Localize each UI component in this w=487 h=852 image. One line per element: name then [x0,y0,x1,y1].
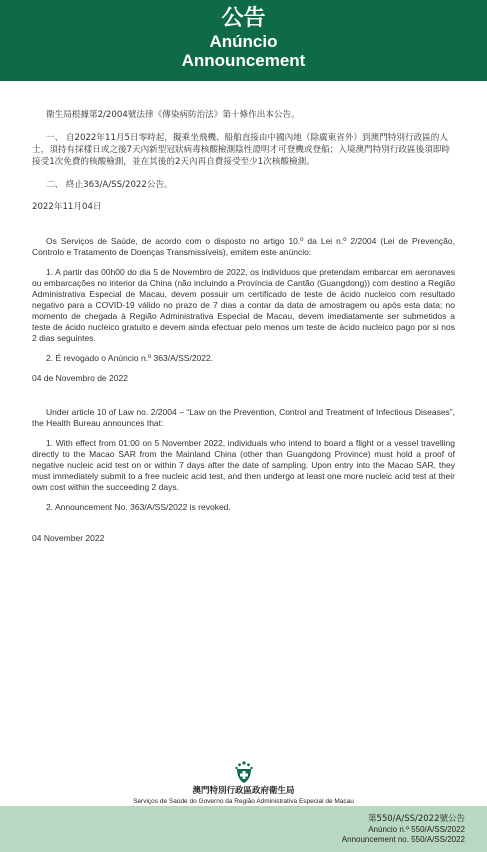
header-banner [0,0,487,81]
footer-department [0,760,487,806]
en-item-2: 2. Announcement No. 363/A/SS/2022 is revoked. [46,502,231,512]
announcement-body [32,109,455,544]
title-portuguese: Anúncio [209,32,278,51]
zh-date: 2022年11月04日 [32,202,102,212]
footer-bar [0,806,487,852]
title-chinese: 公告 [221,6,266,31]
pt-item-2: 2. É revogado o Anúncio n.º 363/A/SS/2022. [46,353,214,363]
zh-item-1: 一、 自2022年11月5日零時起，擬乘坐飛機、船舶直接由中國內地（除廣東省外）到澳門特別行政區的人士，須持有採樣日或之後7天內新型冠狀病毒核酸檢測陰性證明才可登機或登船；入境澳門特別行政區後須即時接受1次免費的核酸檢測，並在其後的2天內再自費接受至少1次核酸檢測。 [32,133,450,167]
title-english: Announcement [181,51,306,70]
pt-date: 04 de Novembro de 2022 [32,373,128,383]
zh-intro: 衛生局根據第2/2004號法律《傳染病防治法》第十條作出本公告。 [46,110,300,120]
en-intro: Under article 10 of Law no. 2/2004 – “Law on the Prevention, Control and Treatment of Infectious Diseases”, the Health Bureau announces that: [32,407,455,428]
pt-item-1: 1. A partir das 00h00 do dia 5 de Novembro de 2022, os indivíduos que pretendam embarcar em aeronaves ou embarcações no interior da China (não incluindo a Província de Cantão (Guangdong)) com destino a Região Administrativa Especial de Macau, devem possuir um certificado de teste de ácido nucleico com resultado negativo para a COVID-19 válido no prazo de 7 dias a contar da data de amostragem ou após esta data; no momento de chegada à Região Administrativa Especial de Macau, devem imediatamente ser submetidos a teste de ácido nucleico gratuito e devem ainda efectuar pelo menos um teste de ácido nucleico pago por si nos 2 dias seguintes. [32,267,455,343]
announcement-number-english: Announcement no. 550/A/SS/2022 [341,835,465,844]
en-date: 04 November 2022 [32,533,105,543]
pt-intro: Os Serviços de Saúde, de acordo com o disposto no artigo 10.º da Lei n.º 2/2004 (Lei de Prevenção, Controlo e Tratamento de Doenças Transmissíveis), emitem este anúncio: [32,236,455,257]
en-item-1: 1. With effect from 01:00 on 5 November 2022, individuals who intend to board a flight or a vessel travelling directly to the Macao SAR from the Mainland China (other than Guangdong Province) must hold a proof of negative nucleic acid test on or within 7 days after the date of sampling. Upon entry into the Macao SAR, they must immediately submit to a free nucleic acid test, and then undergo at least one more nucleic acid test at their own cost within the succeeding 2 days. [32,438,455,492]
department-name-portuguese: Serviços de Saúde do Governo da Região Administrativa Especial de Macau [133,798,354,805]
health-bureau-logo-icon [233,760,255,784]
announcement-number-chinese: 第550/A/SS/2022號公告 [367,814,465,824]
department-name-chinese: 澳門特別行政區政府衛生局 [192,786,295,796]
announcement-number-portuguese: Anúncio n.º 550/A/SS/2022 [368,825,465,834]
zh-item-2: 二、 終止363/A/SS/2022公告。 [46,180,173,190]
